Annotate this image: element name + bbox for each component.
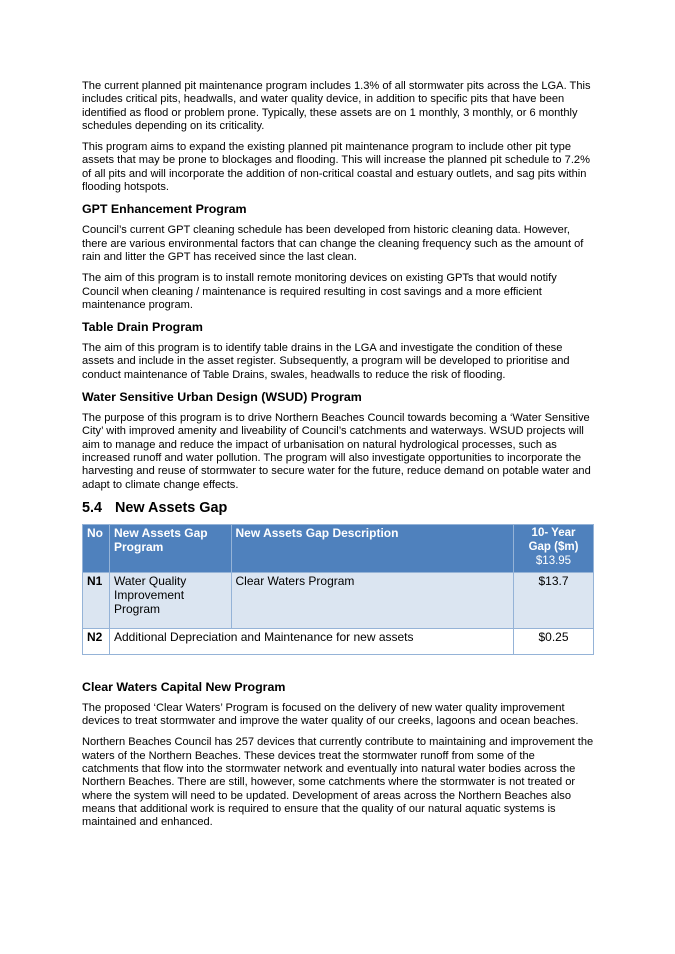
document-page: [82, 80, 594, 838]
header-no: No: [83, 524, 110, 572]
row-amount: $13.7: [514, 572, 594, 628]
row-description: Additional Depreciation and Maintenance for new assets: [110, 628, 514, 654]
row-number: N2: [83, 628, 110, 654]
gpt-paragraph-2: The aim of this program is to install remote monitoring devices on existing GPTs that would notify Council when cleaning / maintenance is required resulting in cost savings and a more efficient maintenance program.: [82, 272, 557, 311]
wsud-paragraph: The purpose of this program is to drive Northern Beaches Council towards becoming a ‘Water Sensitive City’ with improved amenity and liveability of Council’s catchments and waterways. WSUD projects will aim to manage and reduce the impact of urbanisation on natural hydrological processes, such as increased runoff and water pollution. The program will also investigate opportunities to incorporate the harvesting and reuse of stormwater to secure water for the future, reduce demand on potable water and adapt to climate change effects.: [82, 412, 591, 491]
intro-paragraph-1: The current planned pit maintenance program includes 1.3% of all stormwater pits across the LGA. This includes critical pits, headwalls, and water quality device, in addition to specific pits that have been identified as flood or problem prone. Typically, these assets are on 1 monthly, 3 monthly, or 6 monthly schedules depending on its criticality.: [82, 80, 591, 132]
table-drain-paragraph: The aim of this program is to identify table drains in the LGA and investigate the condition of these assets and include in the asset register. Subsequently, a program will be developed to prioritise and conduct maintenance of Table Drains, swales, headwalls to reduce the risk of flooding.: [82, 342, 570, 381]
header-amount-total: $13.95: [535, 554, 572, 567]
gpt-paragraph-1: Council’s current GPT cleaning schedule has been developed from historic cleaning data. However, there are various environmental factors that can change the cleaning frequency such as the amount of rain and litter the GPT has received since the last clean.: [82, 224, 584, 263]
table-header-row: [83, 524, 594, 572]
gpt-heading: GPT Enhancement Program: [82, 202, 247, 217]
row-description: Clear Waters Program: [231, 572, 514, 628]
clear-waters-paragraph-2: Northern Beaches Council has 257 devices that currently contribute to maintaining and improvement the waters of the Northern Beaches. These devices treat the stormwater runoff from some of the catchments that flow into the stormwater network and eventually into natural water bodies across the Northern Beaches. There are still, however, some catchments where the stormwater is not treated or where the system will need to be updated. Development of areas across the Northern Beaches also means that additional work is required to ensure that the quality of our natural aquatic systems is maintained and enhanced.: [82, 736, 594, 829]
header-amount: [514, 524, 594, 572]
header-program: New Assets Gap Program: [110, 524, 232, 572]
row-number: N1: [83, 572, 110, 628]
row-program: Water Quality Improvement Program: [110, 572, 232, 628]
row-amount: $0.25: [514, 628, 594, 654]
clear-waters-heading: Clear Waters Capital New Program: [82, 679, 286, 694]
header-amount-line1: 10- Year: [531, 526, 576, 539]
header-description: New Assets Gap Description: [231, 524, 514, 572]
section-number: 5.4: [82, 499, 103, 516]
table-row: [83, 628, 594, 654]
wsud-heading: Water Sensitive Urban Design (WSUD) Program: [82, 390, 362, 405]
section-title: New Assets Gap: [115, 499, 228, 516]
table-row: [83, 572, 594, 628]
new-assets-gap-table: [82, 524, 594, 655]
clear-waters-paragraph-1: The proposed ‘Clear Waters’ Program is focused on the delivery of new water quality improvement devices to treat stormwater and improve the water quality of our creeks, lagoons and ocean beaches.: [82, 701, 579, 728]
section-heading: [82, 500, 594, 517]
intro-paragraph-2: This program aims to expand the existing planned pit maintenance program to include other pit type assets that may be prone to blockages and flooding. This will increase the planned pit schedule to 7.2% of all pits and will incorporate the addition of non-critical coastal and estuary outlets, and sag pits within flooding hotspots.: [82, 141, 590, 194]
header-amount-line2: Gap ($m): [528, 540, 579, 553]
table-drain-heading: Table Drain Program: [82, 320, 203, 335]
